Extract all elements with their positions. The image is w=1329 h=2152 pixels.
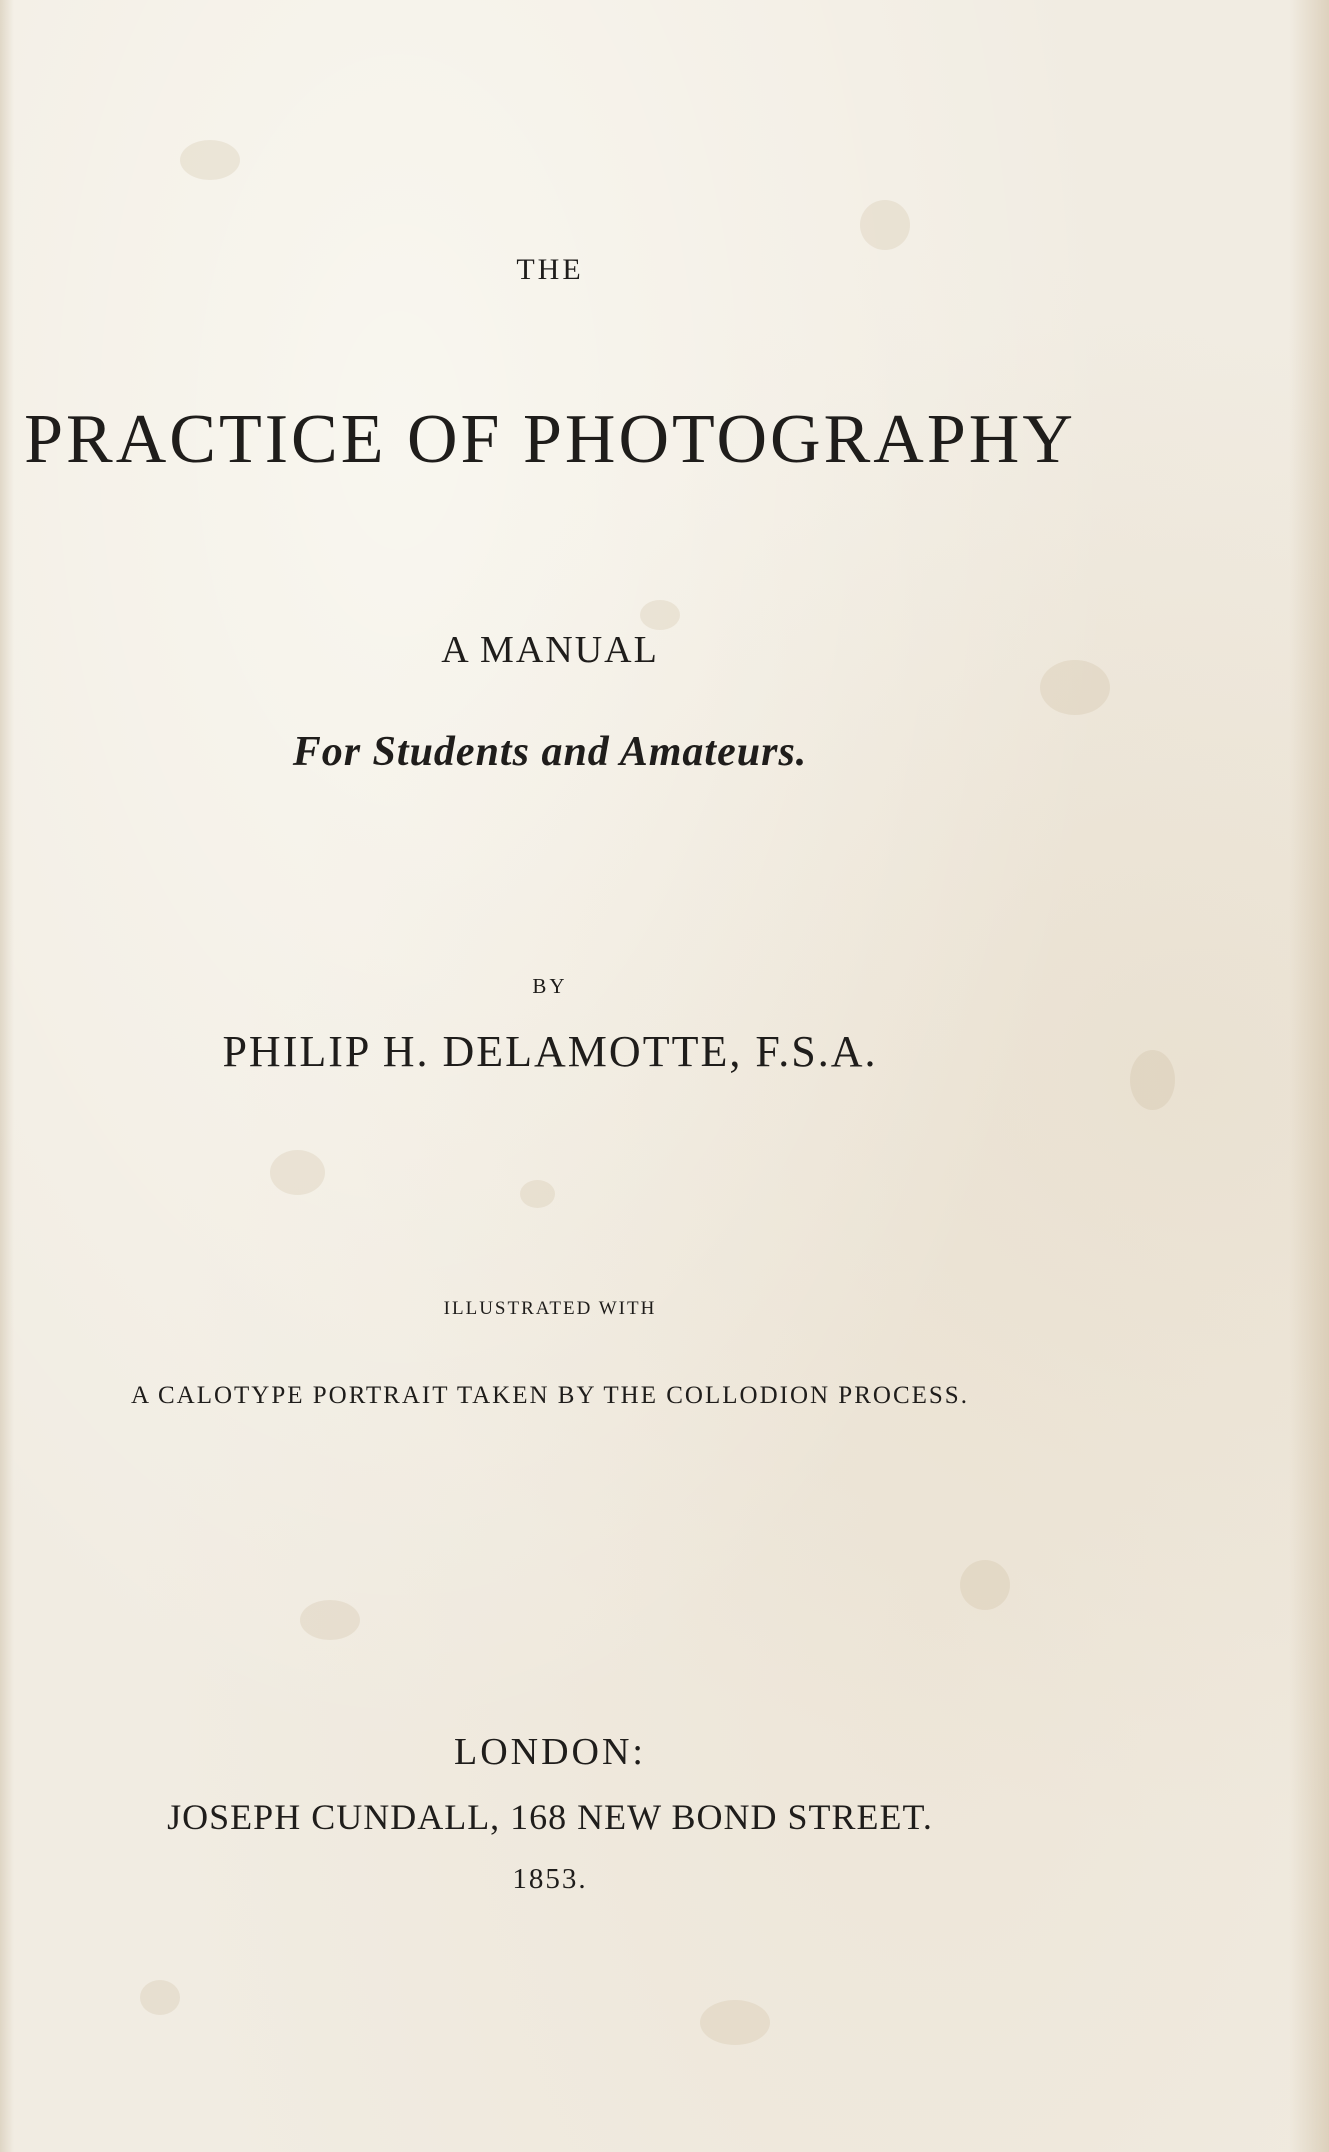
foxing-spot [860, 200, 910, 250]
book-title: PRACTICE OF PHOTOGRAPHY [24, 401, 1076, 478]
page-right-edge [1289, 0, 1329, 2152]
foxing-spot [520, 1180, 555, 1208]
book-designation: A MANUAL [441, 629, 659, 671]
illustration-description: A CALOTYPE PORTRAIT TAKEN BY THE COLLODION PROCESS. [131, 1382, 969, 1409]
foxing-spot [960, 1560, 1010, 1610]
by-line: BY [532, 974, 568, 998]
title-article: THE [516, 253, 584, 286]
book-subtitle: For Students and Amateurs. [292, 729, 808, 775]
foxing-spot [300, 1600, 360, 1640]
foxing-spot [180, 140, 240, 180]
foxing-spot [1130, 1050, 1175, 1110]
foxing-spot [700, 2000, 770, 2045]
publisher-imprint: JOSEPH CUNDALL, 168 NEW BOND STREET. [167, 1797, 933, 1837]
foxing-spot [270, 1150, 325, 1195]
publication-year: 1853. [512, 1863, 588, 1895]
illustration-label: ILLUSTRATED WITH [443, 1298, 657, 1319]
foxing-spot [640, 600, 680, 630]
author-name: PHILIP H. DELAMOTTE, F.S.A. [222, 1027, 878, 1076]
publication-place: LONDON: [454, 1731, 646, 1773]
foxing-spot [140, 1980, 180, 2015]
